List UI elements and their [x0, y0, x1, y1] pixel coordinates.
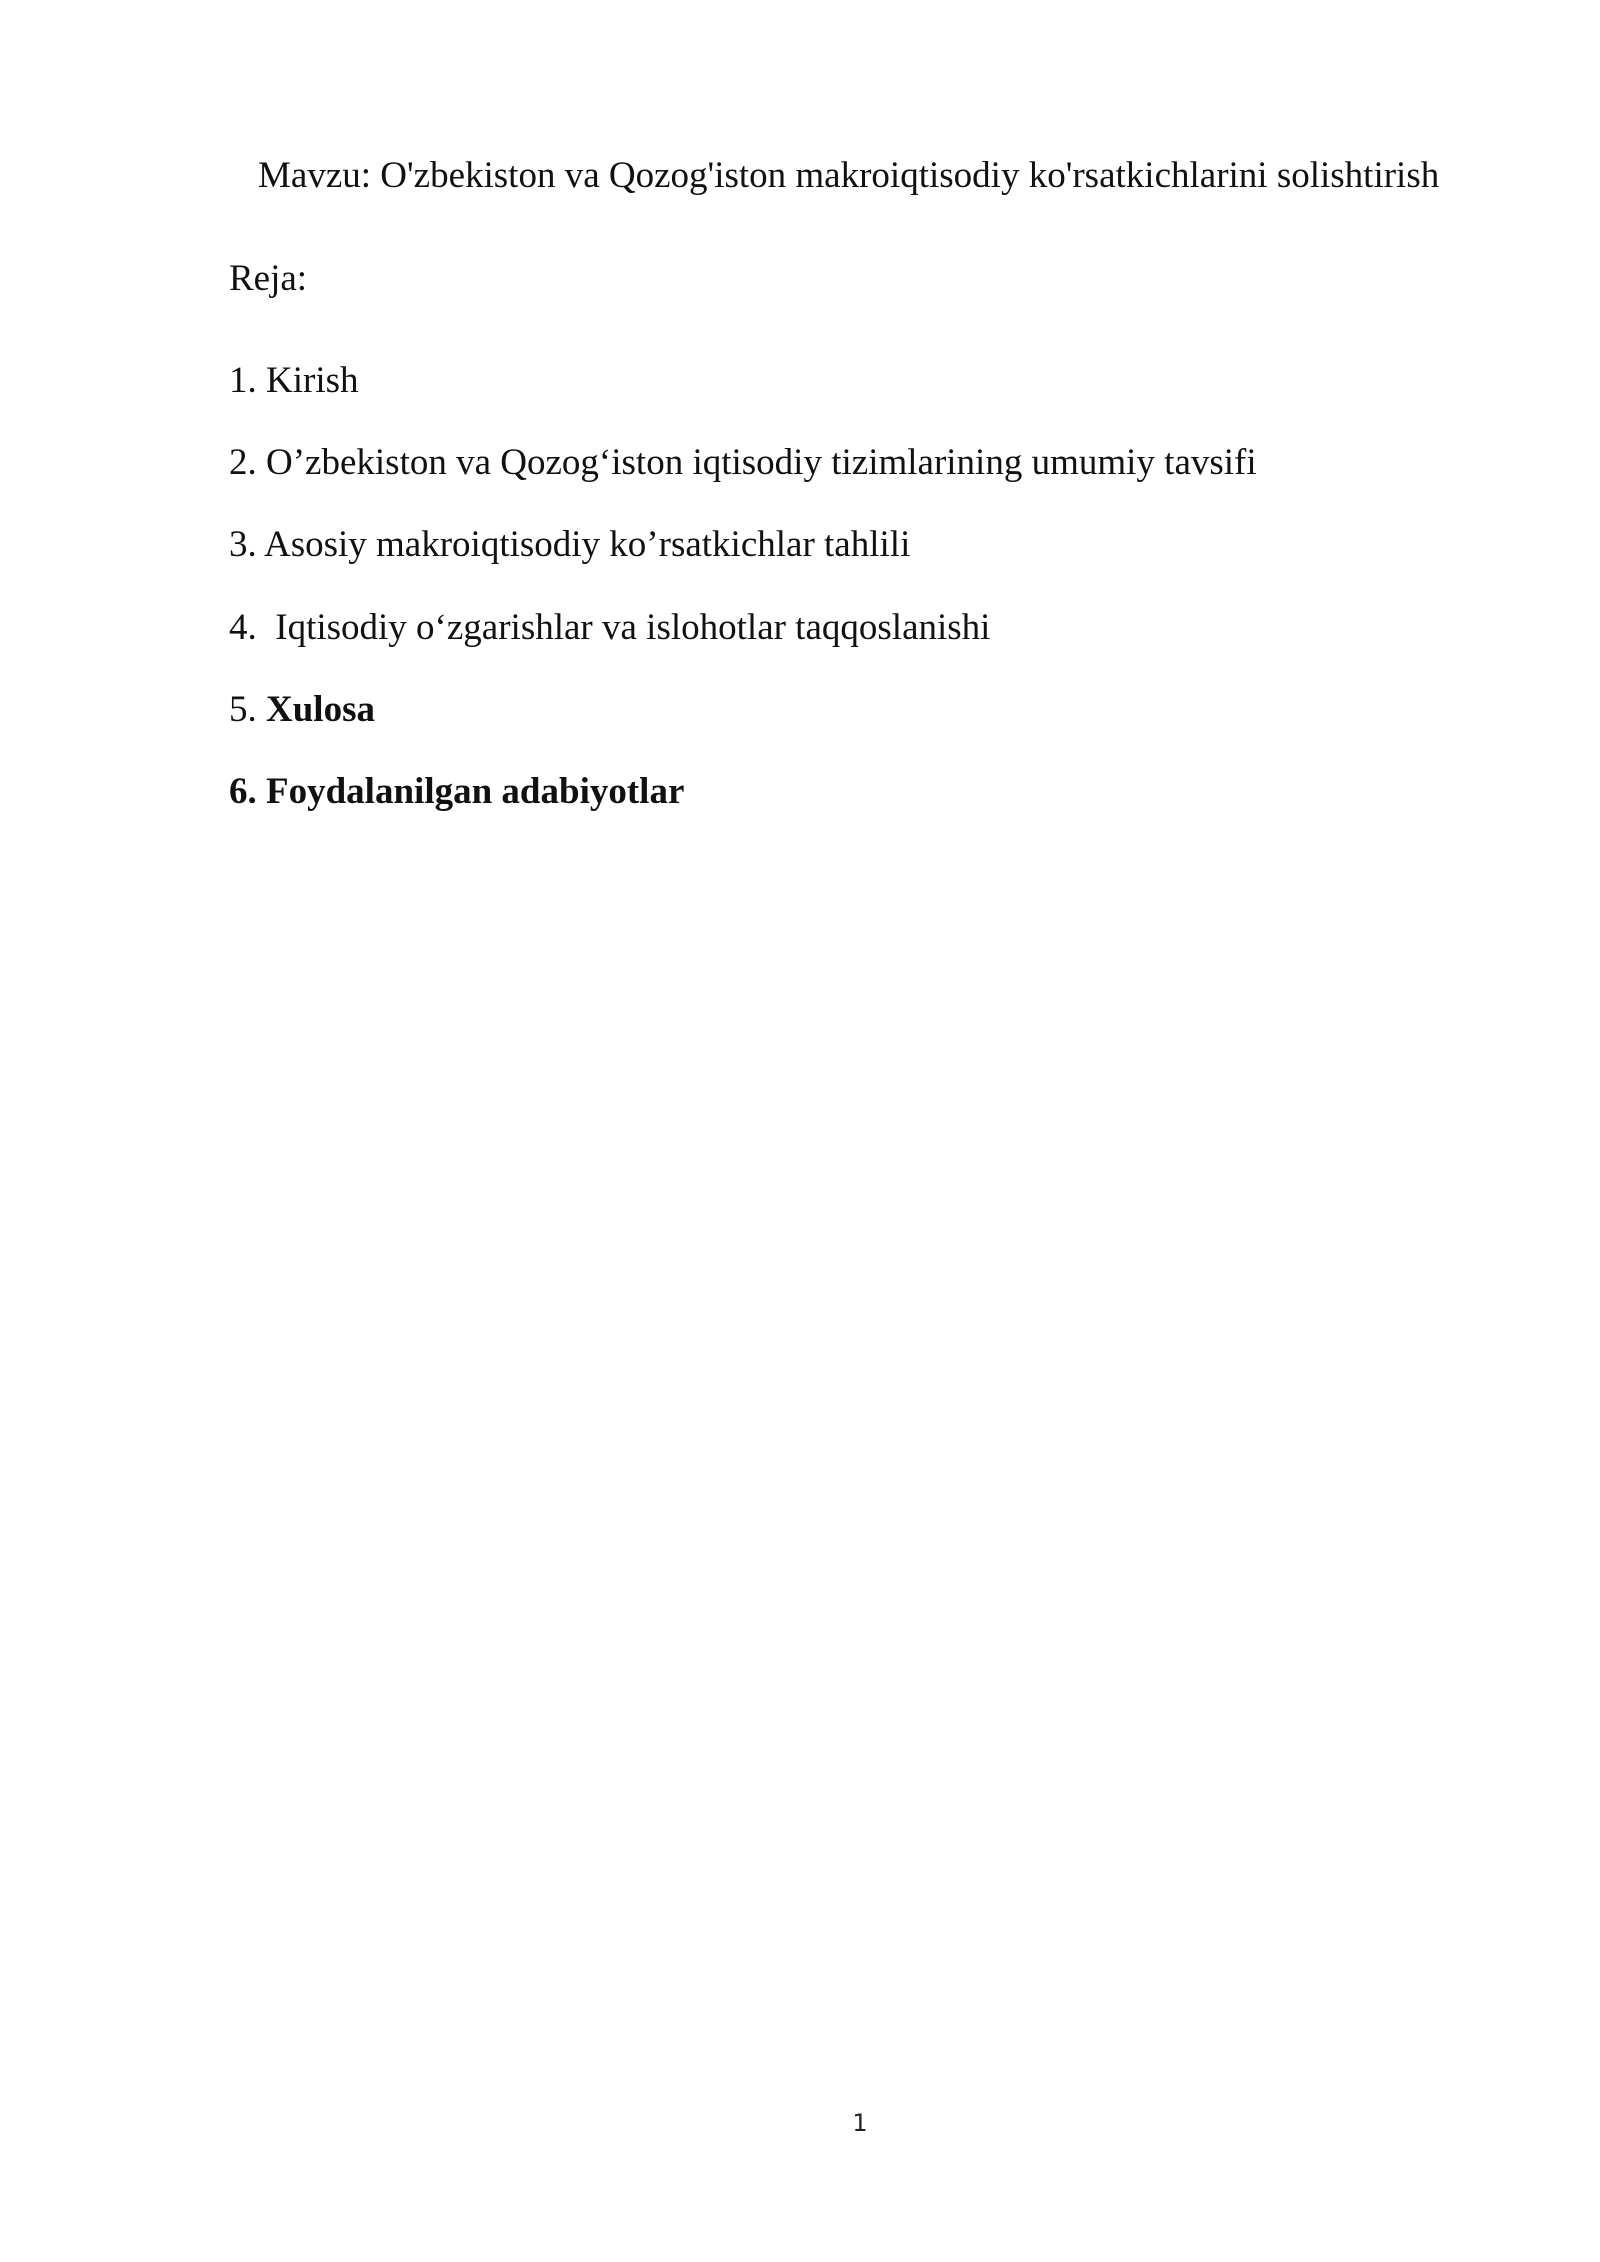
plan-item-1 [229, 357, 359, 405]
plan-item-3 [229, 521, 910, 569]
plan-heading: Reja: [229, 258, 308, 299]
document-title: Mavzu: O'zbekiston va Qozog'iston makroiqtisodiy ko'rsatkichlarini solishtirish [258, 155, 1440, 196]
plan-item-number: 1. [229, 360, 257, 401]
plan-item-6 [229, 768, 684, 816]
page-number: 1 [852, 2109, 868, 2137]
plan-item-number: 4. [229, 607, 257, 648]
plan-item-text: Foydalanilgan adabiyotlar [266, 771, 685, 812]
plan-item-number: 2. [229, 442, 257, 483]
plan-item-number: 3. [229, 524, 257, 565]
plan-item-2 [229, 439, 1257, 487]
plan-item-text: Kirish [266, 360, 359, 401]
plan-item-text: Iqtisodiy o‘zgarishlar va islohotlar taqqoslanishi [275, 607, 991, 648]
plan-item-number: 6. [229, 771, 257, 812]
plan-item-text: Xulosa [266, 689, 375, 730]
plan-item-5 [229, 686, 375, 734]
plan-item-4 [229, 604, 990, 652]
plan-item-number: 5. [229, 689, 257, 730]
plan-item-text: O’zbekiston va Qozog‘iston iqtisodiy tizimlarining umumiy tavsifi [266, 442, 1257, 483]
plan-item-text: Asosiy makroiqtisodiy ko’rsatkichlar tahlili [263, 524, 911, 565]
